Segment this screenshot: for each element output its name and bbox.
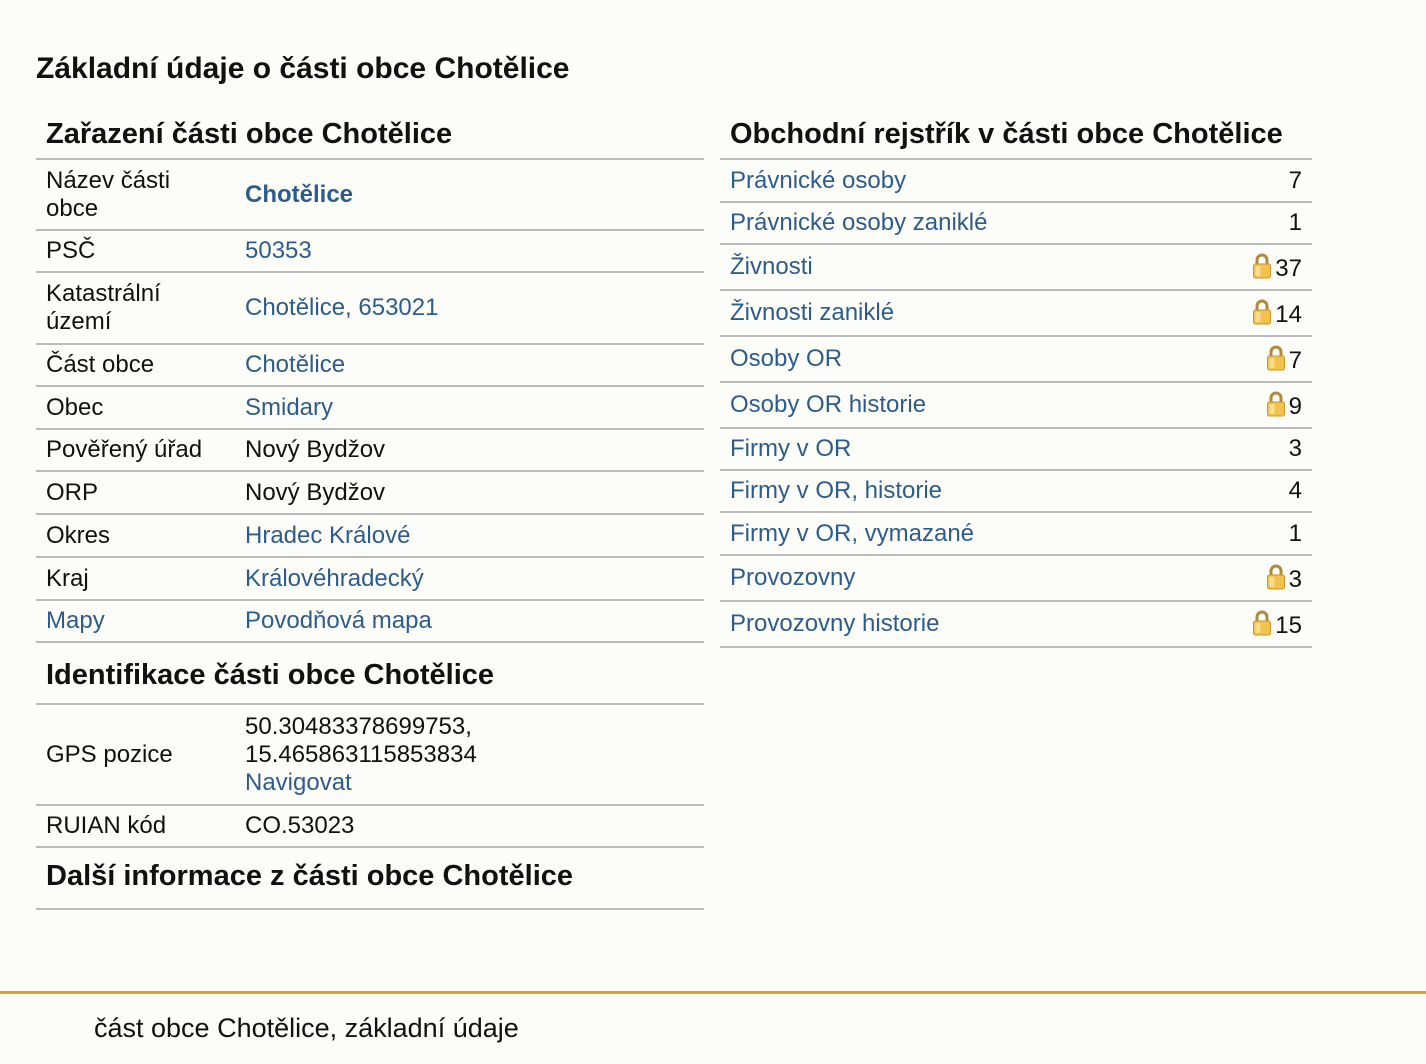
- row-value: [235, 557, 704, 600]
- row-count: [1193, 244, 1312, 290]
- row-label: ORP: [36, 471, 235, 514]
- row-label: [720, 512, 1193, 555]
- count-value: 14: [1275, 300, 1302, 328]
- table-row: [36, 344, 704, 386]
- table-row: [36, 160, 704, 230]
- register-link[interactable]: Osoby OR historie: [730, 391, 927, 418]
- row-value: [235, 160, 704, 230]
- table-row: [36, 272, 704, 344]
- row-value: Nový Bydžov: [235, 429, 704, 471]
- row-count: [1193, 382, 1312, 428]
- region-link[interactable]: Královéhradecký: [245, 564, 424, 592]
- table-row: [36, 705, 704, 805]
- municipality-link[interactable]: Smidary: [245, 393, 334, 421]
- table-row: [720, 336, 1312, 382]
- row-value: [235, 600, 704, 642]
- row-value: [235, 230, 704, 272]
- padlock-icon: [1252, 298, 1272, 326]
- table-row: [36, 600, 704, 642]
- count-value: 1: [1288, 519, 1302, 547]
- table-row: [36, 557, 704, 600]
- table-row: [36, 230, 704, 272]
- business-register-table: [720, 160, 1312, 648]
- part-name-link[interactable]: Chotělice: [245, 180, 354, 208]
- classification-heading: Zařazení části obce Chotělice: [36, 110, 704, 160]
- row-label: Pověřený úřad: [36, 429, 235, 471]
- padlock-icon: [1266, 563, 1286, 591]
- flood-map-link[interactable]: Povodňová mapa: [245, 607, 432, 634]
- table-row: [36, 386, 704, 429]
- row-label: [720, 202, 1193, 244]
- identification-table: [36, 705, 704, 848]
- footer-divider: [0, 991, 1426, 994]
- padlock-icon: [1266, 344, 1286, 372]
- row-label: [720, 555, 1193, 601]
- count-value: 7: [1288, 166, 1302, 194]
- district-link[interactable]: Hradec Králové: [245, 521, 411, 549]
- row-label: [720, 290, 1193, 336]
- table-row: [720, 160, 1312, 202]
- row-label: [36, 600, 235, 642]
- gps-latitude: 50.30483378699753,: [245, 712, 472, 740]
- register-link[interactable]: Firmy v OR, vymazané: [730, 519, 975, 547]
- row-value: [235, 344, 704, 386]
- padlock-icon: [1252, 609, 1272, 637]
- row-value: [235, 272, 704, 344]
- municipality-part-link[interactable]: Chotělice: [245, 351, 346, 378]
- count-value: 15: [1275, 611, 1302, 639]
- row-label: [720, 470, 1193, 512]
- row-count: [1193, 470, 1312, 512]
- table-row: [720, 382, 1312, 428]
- table-row: [36, 805, 704, 847]
- row-count: [1193, 160, 1312, 202]
- count-value: 3: [1288, 565, 1302, 593]
- row-label: [720, 428, 1193, 470]
- padlock-icon: [1266, 390, 1286, 418]
- row-label: PSČ: [36, 230, 235, 272]
- classification-table: [36, 160, 704, 643]
- postal-code-link[interactable]: 50353: [245, 237, 312, 264]
- row-count: [1193, 202, 1312, 244]
- row-label: Obec: [36, 386, 235, 429]
- table-row: [720, 202, 1312, 244]
- municipality-info-column: [36, 110, 704, 910]
- register-link[interactable]: Právnické osoby zaniklé: [730, 209, 988, 236]
- row-count: [1193, 555, 1312, 601]
- footer-text: část obce Chotělice, základní údaje: [94, 1013, 519, 1043]
- row-count: [1193, 290, 1312, 336]
- count-value: 3: [1288, 435, 1302, 462]
- row-label: GPS pozice: [36, 705, 235, 805]
- gps-longitude: 15.465863115853834: [245, 740, 477, 768]
- register-link[interactable]: Provozovny historie: [730, 610, 940, 637]
- row-count: [1193, 601, 1312, 647]
- row-count: [1193, 512, 1312, 555]
- register-link[interactable]: Právnické osoby: [730, 166, 907, 194]
- row-label: [720, 244, 1193, 290]
- register-link[interactable]: Osoby OR: [730, 345, 843, 372]
- row-label: [720, 160, 1193, 202]
- register-link[interactable]: Živnosti zaniklé: [730, 299, 895, 326]
- count-value: 4: [1288, 477, 1302, 504]
- row-label: [720, 601, 1193, 647]
- row-value: [235, 705, 704, 805]
- register-link[interactable]: Firmy v OR: [730, 435, 852, 462]
- row-value: Nový Bydžov: [235, 471, 704, 514]
- count-value: 37: [1275, 254, 1302, 282]
- row-count: [1193, 336, 1312, 382]
- table-row: [720, 428, 1312, 470]
- table-row: [720, 290, 1312, 336]
- register-link[interactable]: Živnosti: [730, 253, 813, 280]
- row-label: Katastrální území: [36, 272, 235, 344]
- identification-heading: Identifikace části obce Chotělice: [36, 643, 704, 705]
- more-info-heading: Další informace z části obce Chotělice: [36, 848, 704, 910]
- row-label: Okres: [36, 514, 235, 557]
- row-label: [720, 382, 1193, 428]
- count-value: 1: [1288, 209, 1302, 236]
- maps-link[interactable]: Mapy: [46, 607, 105, 634]
- row-label: Název části obce: [36, 160, 235, 230]
- table-row: [720, 555, 1312, 601]
- row-label: Část obce: [36, 344, 235, 386]
- table-row: [720, 512, 1312, 555]
- table-row: [720, 601, 1312, 647]
- page-title: Základní údaje o části obce Chotělice: [36, 52, 570, 85]
- row-label: RUIAN kód: [36, 805, 235, 847]
- count-value: 7: [1288, 346, 1302, 374]
- table-row: [36, 471, 704, 514]
- table-row: [36, 429, 704, 471]
- row-value: [235, 386, 704, 429]
- table-row: [720, 470, 1312, 512]
- business-register-heading: Obchodní rejstřík v části obce Chotělice: [720, 110, 1312, 160]
- register-link[interactable]: Firmy v OR, historie: [730, 477, 943, 504]
- table-row: [36, 514, 704, 557]
- register-link[interactable]: Provozovny: [730, 564, 856, 591]
- navigate-link[interactable]: Navigovat: [245, 768, 352, 796]
- cadastral-area-link[interactable]: Chotělice, 653021: [245, 294, 439, 321]
- row-label: [720, 336, 1193, 382]
- row-value: [235, 514, 704, 557]
- row-count: [1193, 428, 1312, 470]
- table-row: [720, 244, 1312, 290]
- business-register-column: [720, 110, 1312, 648]
- row-label: Kraj: [36, 557, 235, 600]
- count-value: 9: [1288, 392, 1302, 420]
- padlock-icon: [1252, 252, 1272, 280]
- row-value: CO.53023: [235, 805, 704, 847]
